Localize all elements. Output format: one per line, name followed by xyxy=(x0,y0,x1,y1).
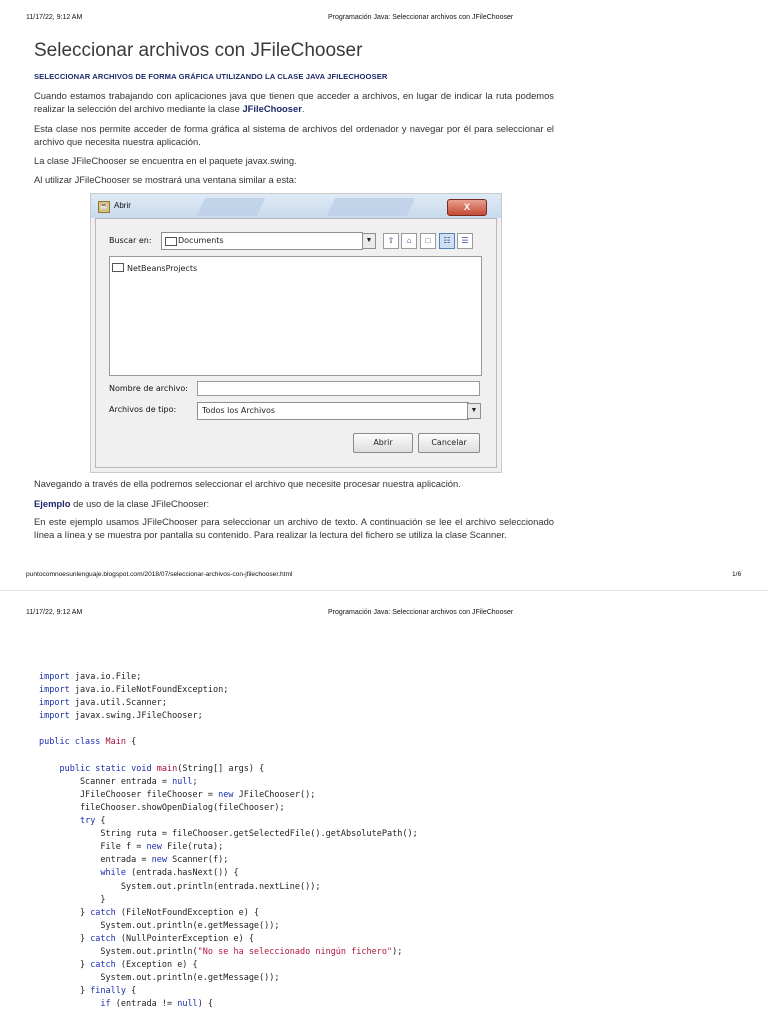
file-item-label: NetBeansProjects xyxy=(127,264,198,273)
example-keyword: Ejemplo xyxy=(34,498,71,509)
code-line: import java.util.Scanner; xyxy=(39,698,167,709)
list-item[interactable] xyxy=(112,263,197,273)
print-header-title: Programación Java: Seleccionar archivos con JFileChooser xyxy=(328,14,514,21)
code-line: try { xyxy=(79,816,106,827)
titlebar-decoration xyxy=(197,198,265,216)
example-paragraph: En este ejemplo usamos JFileChooser para seleccionar un archivo de texto. A continuación se lee el archivo seleccionado línea a línea y se muestra por pantalla su contenido. Para realizar la lectura del fichero se utiliza la clase Scanner. xyxy=(34,516,554,540)
dialog-title: Abrir xyxy=(114,201,131,210)
cancel-button[interactable]: Cancelar xyxy=(418,433,480,453)
code-line: } catch (Exception e) { xyxy=(39,960,198,971)
code-line: File f = new File(ruta); xyxy=(39,842,224,853)
package-paragraph: La clase JFileChooser se encuentra en el paquete javax.swing. xyxy=(34,155,297,166)
code-line: } catch (NullPointerException e) { xyxy=(39,933,254,944)
code-line: } xyxy=(39,894,106,905)
footer-url: puntocomnoesunlenguaje.blogspot.com/2018/07/seleccionar-archivos-con-jfilechooser.html xyxy=(26,571,293,578)
code-line: Scanner entrada = null; xyxy=(39,776,198,787)
code-line: } catch (FileNotFoundException e) { xyxy=(39,907,260,918)
look-in-value: Documents xyxy=(178,236,224,245)
jfilechooser-keyword: JFileChooser xyxy=(242,102,302,114)
window-intro-paragraph: Al utilizar JFileChooser se mostrará una ventana similar a esta: xyxy=(34,174,297,185)
folder-icon xyxy=(165,237,177,246)
look-in-combo[interactable] xyxy=(161,232,363,250)
code-line: import javax.swing.JFileChooser; xyxy=(39,711,203,722)
print-header-datetime: 11/17/22, 9:12 AM xyxy=(26,609,83,616)
code-line xyxy=(39,750,418,763)
filetype-value: Todos los Archivos xyxy=(202,406,276,415)
folder-icon xyxy=(112,263,124,272)
code-block xyxy=(39,671,418,1011)
intro-text: Cuando estamos trabajando con aplicaciones java que tienen que acceder a archivos, en lugar de indicar la ruta podemos realizar la selección del archivo mediante la clase xyxy=(34,90,554,114)
list-view-icon[interactable]: ☷ xyxy=(439,233,455,249)
code-line: entrada = new Scanner(f); xyxy=(39,855,229,866)
code-line: fileChooser.showOpenDialog(fileChooser); xyxy=(39,802,285,813)
filename-label: Nombre de archivo: xyxy=(109,384,188,393)
dialog-body xyxy=(95,218,497,468)
filetype-label: Archivos de tipo: xyxy=(109,405,177,414)
file-chooser-dialog-image xyxy=(90,193,502,473)
filetype-combo[interactable] xyxy=(197,402,469,420)
code-line: import java.io.File; xyxy=(39,672,142,682)
code-line: String ruta = fileChooser.getSelectedFile().getAbsolutePath(); xyxy=(39,829,418,840)
code-line: System.out.println(entrada.nextLine()); xyxy=(39,881,321,892)
code-line: JFileChooser fileChooser = new JFileChooser(); xyxy=(39,789,316,800)
navigation-paragraph: Navegando a través de ella podremos seleccionar el archivo que necesite procesar nuestra aplicación. xyxy=(34,478,461,489)
new-folder-icon[interactable]: □ xyxy=(420,233,436,249)
page-number: 1/6 xyxy=(732,571,742,578)
code-line: while (entrada.hasNext()) { xyxy=(100,868,239,879)
up-folder-icon[interactable]: ⇧ xyxy=(383,233,399,249)
print-header-datetime: 11/17/22, 9:12 AM xyxy=(26,14,83,21)
example-heading-rest: de uso de la clase JFileChooser: xyxy=(70,498,210,509)
chevron-down-icon[interactable]: ▼ xyxy=(362,233,376,249)
description-paragraph: Esta clase nos permite acceder de forma gráfica al sistema de archivos del ordenador y navegar por él para seleccionar el archivo que necesita nuestra aplicación. xyxy=(34,123,554,147)
filename-field[interactable] xyxy=(197,381,480,396)
page-title: Seleccionar archivos con JFileChooser xyxy=(34,40,363,61)
chevron-down-icon[interactable]: ▼ xyxy=(467,403,481,419)
page-separator xyxy=(0,590,768,591)
details-view-icon[interactable]: ☰ xyxy=(457,233,473,249)
code-line xyxy=(39,723,418,736)
intro-end: . xyxy=(301,102,305,114)
intro-paragraph xyxy=(34,90,554,115)
print-header-title: Programación Java: Seleccionar archivos con JFileChooser xyxy=(328,609,514,616)
code-line: import java.io.FileNotFoundException; xyxy=(39,685,229,696)
close-button[interactable]: X xyxy=(447,199,487,216)
titlebar-decoration xyxy=(327,198,415,216)
code-line: public static void main(String[] args) { xyxy=(59,763,265,774)
code-line: System.out.println(e.getMessage()); xyxy=(39,973,280,984)
look-in-label: Buscar en: xyxy=(109,236,152,245)
open-button[interactable]: Abrir xyxy=(353,433,413,453)
code-line: System.out.println("No se ha seleccionado ningún fichero"); xyxy=(39,946,403,957)
file-list[interactable] xyxy=(109,256,482,376)
section-subtitle: SELECCIONAR ARCHIVOS DE FORMA GRÁFICA UTILIZANDO LA CLASE JAVA JFILECHOOSER xyxy=(34,72,388,81)
example-heading xyxy=(34,498,554,511)
code-line: System.out.println(e.getMessage()); xyxy=(39,920,280,931)
home-icon[interactable]: ⌂ xyxy=(401,233,417,249)
java-cup-icon: ☕ xyxy=(98,201,110,213)
dialog-titlebar xyxy=(91,194,501,218)
code-line: } finally { xyxy=(39,986,137,997)
code-line: public class Main { xyxy=(39,737,137,748)
code-line: if (entrada != null) { xyxy=(100,999,214,1010)
